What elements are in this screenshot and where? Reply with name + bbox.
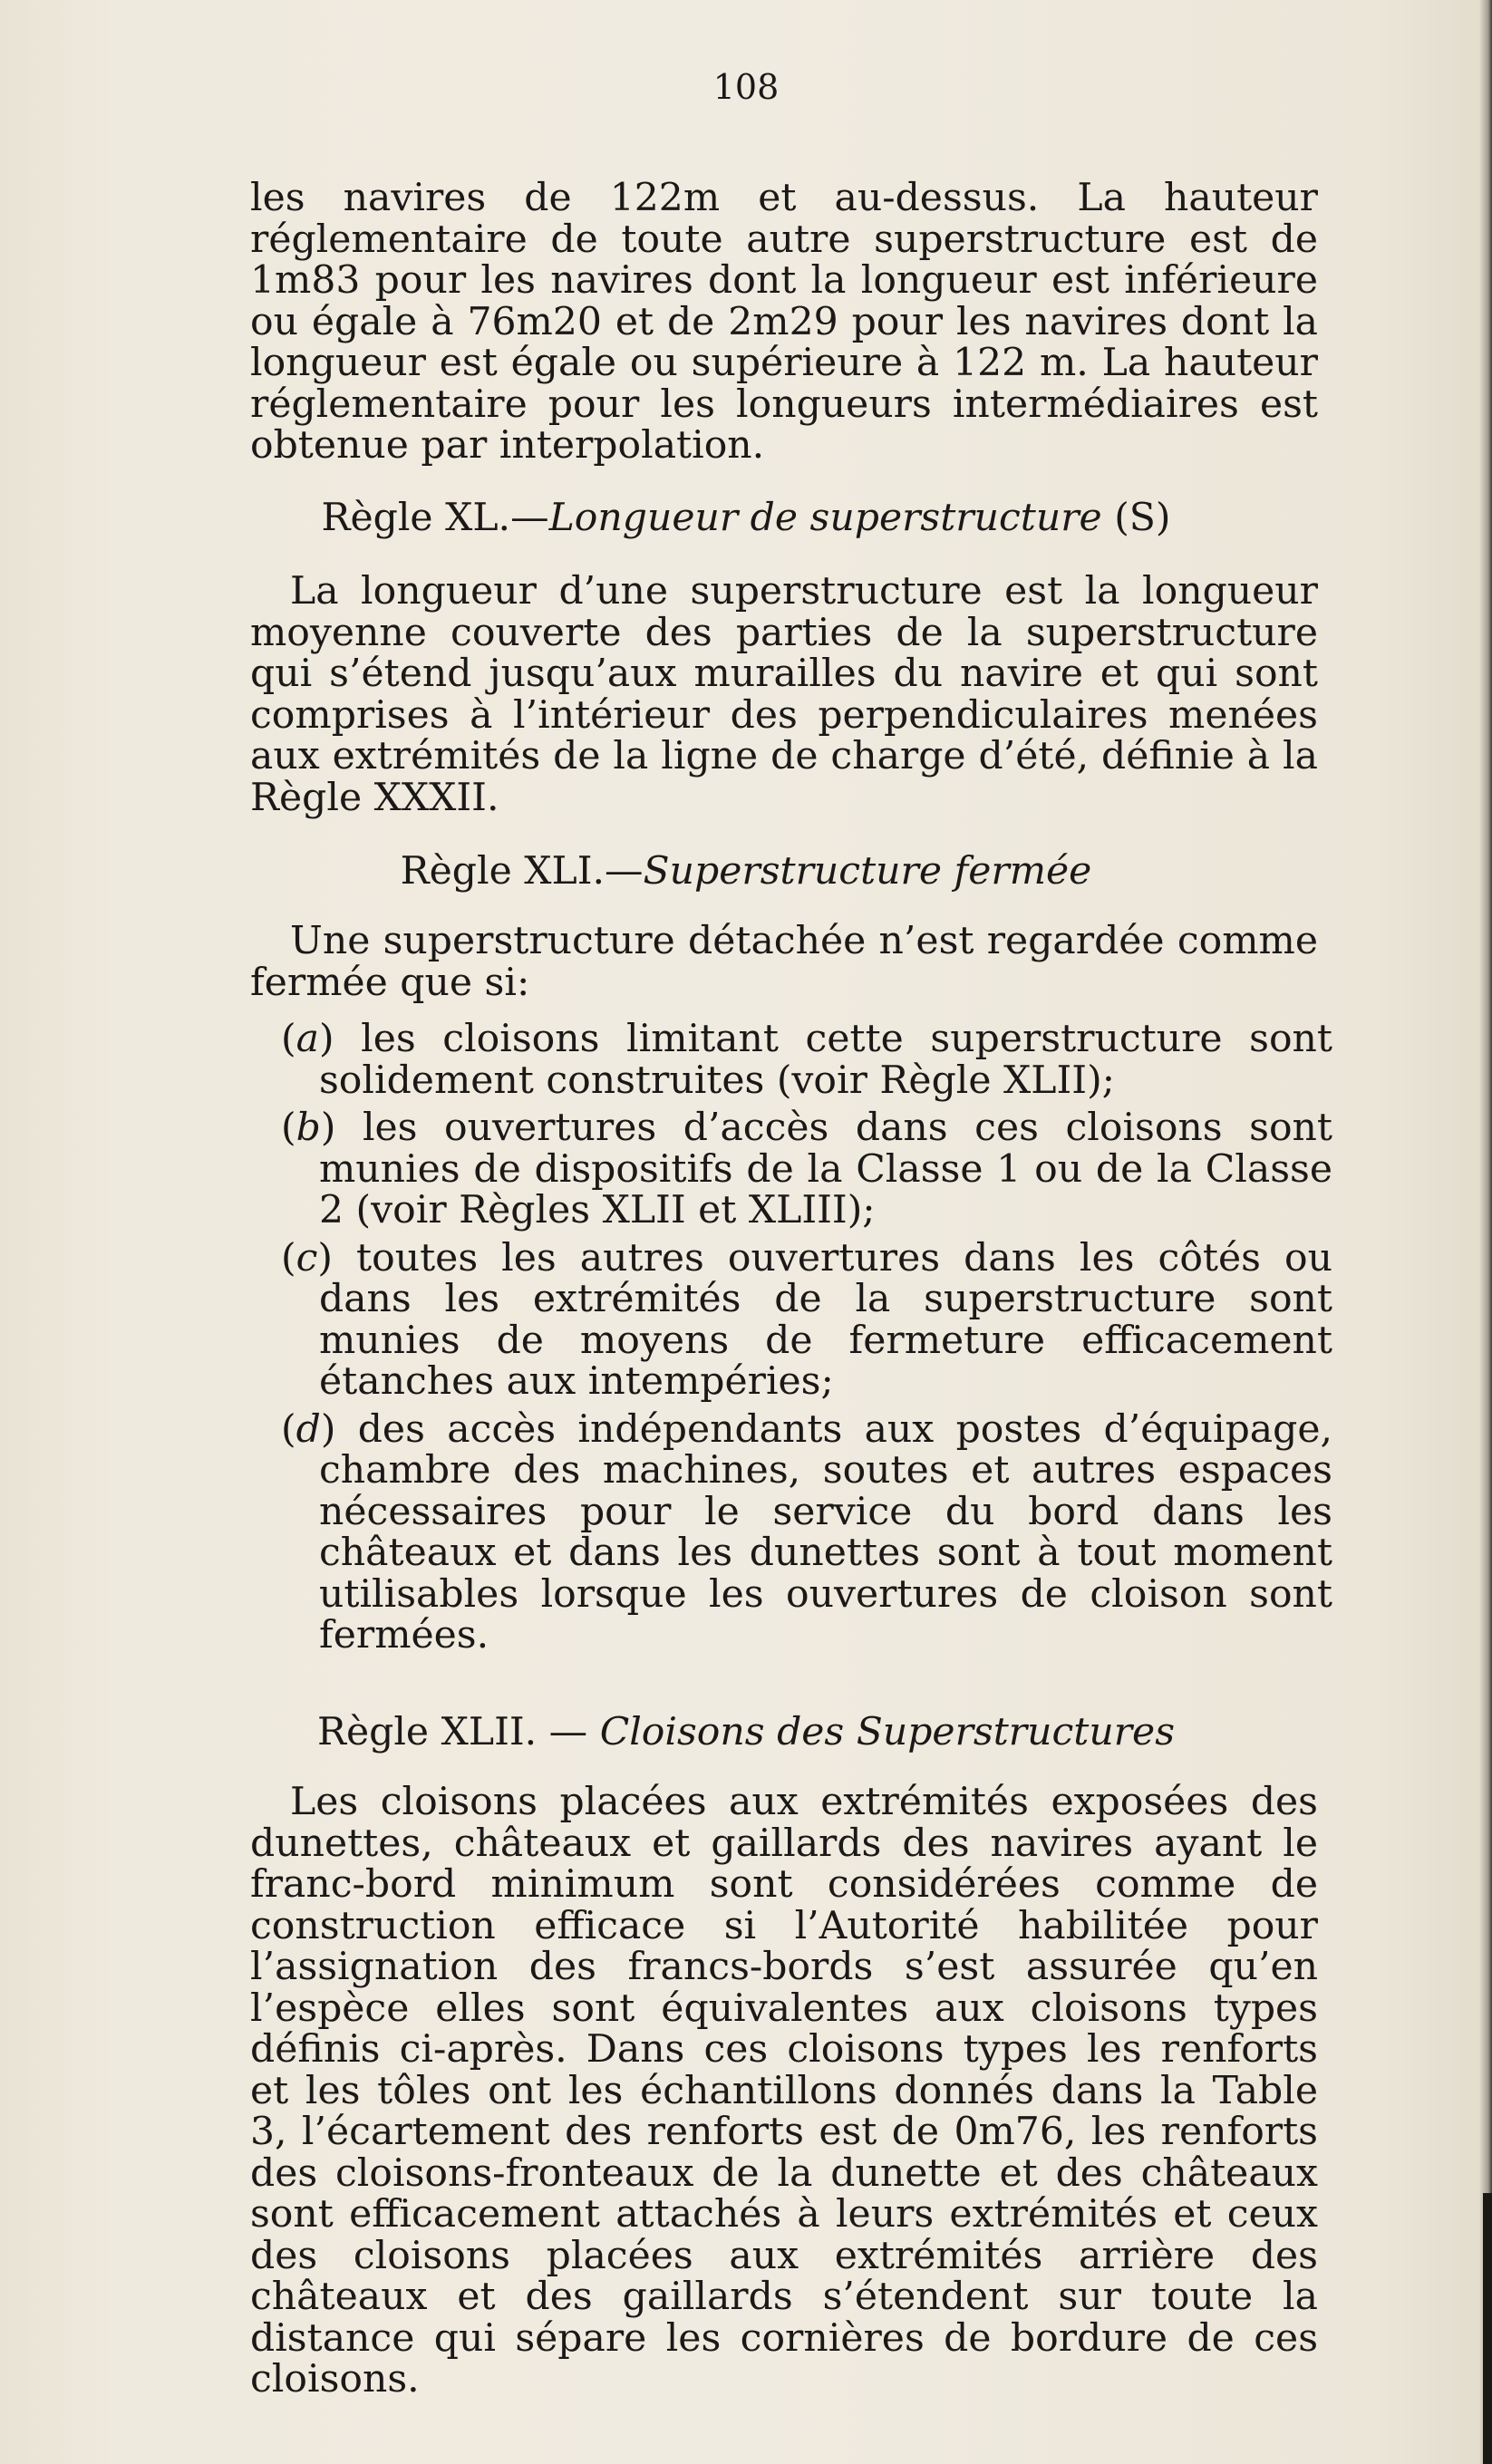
rule-xlii-paragraph: Les cloisons placées aux extrémités exposées des dunettes, châteaux et gaillards des navires ayant le franc-bord minimum sont considérées comme de construction efficace si l’Autorité habilitée pour l’assignation des francs-bords s’est assurée qu’en l’espèce elles sont équivalentes aux cloisons types définis ci-après. Dans ces cloisons types les renforts et les tôles ont les échantillons donnés dans la Table 3, l’écartement des renforts est de 0m76, les renforts des cloisons-fronteaux de la dunette et des châteaux sont efficacement attachés à leurs extrémités et ceux des cloisons placées aux extrémités arrière des châteaux et des gaillards s’étendent sur toute la distance qui sépare les cornières de bordure de ces cloisons. [250,1780,1318,2401]
rule-xlii-number: Règle XLII. — [316,1710,600,1754]
list-item [281,1406,1333,1657]
rule-xl-paragraph: La longueur d’une superstructure est la longueur moyenne couverte des parties de la superstructure qui s’étend jusqu’aux murailles du navire et qui sont comprises à l’intérieur des perpendiculaires menées aux extrémités de la ligne de charge d’été, définie à la Règle XXXII. [250,569,1318,820]
rule-xl-title: Longueur de superstructure [548,496,1102,540]
list-item [281,1235,1332,1404]
list-item-text: les cloisons limitant cette superstructure sont solidement construites (voir Règle XLII); [319,1017,1333,1103]
rule-xli-items [281,1019,1332,1663]
list-item-text: toutes les autres ouvertures dans les côtés ou dans les extrémités de la superstructure sont munies de moyens de fermeture efficacement étanches aux intempéries; [319,1235,1332,1404]
rule-xli-intro: Une superstructure détachée n’est regardée comme fermée que si: [250,919,1318,1005]
list-item-label: (a) [281,1017,362,1061]
rule-xl-heading [0,497,1492,540]
rule-xli-heading [0,850,1492,894]
list-item [281,1019,1332,1101]
list-item-text: les ouvertures d’accès dans ces cloisons sont munies de dispositifs de la Classe 1 ou de la Classe 2 (voir Règles XLII et XLIII); [319,1106,1333,1232]
list-item [281,1107,1332,1232]
rule-xli-intro-block [250,921,1318,1003]
rule-xl-body [250,571,1318,818]
rule-xli-number: Règle XLI.— [400,849,644,894]
intro-paragraph: les navires de 122m et au-dessus. La hauteur réglementaire de toute autre superstructure est de 1m83 pour les navires dont la longueur est inférieure ou égale à 76m20 et de 2m29 pour les navires dont la longueur est égale ou supérieure à 122 m. La hauteur réglementaire pour les longueurs intermédiaires est obtenue par interpolation. [250,176,1318,468]
rule-xlii-heading [0,1711,1492,1754]
rule-xl-suffix: (S) [1101,496,1171,540]
list-item-label: (c) [281,1235,357,1280]
rule-xlii-title: Cloisons des Superstructures [599,1710,1176,1754]
list-item-text: des accès indépendants aux postes d’équipage, chambre des machines, soutes et autres espaces nécessaires pour le service du bord dans les châteaux et dans les dunettes sont à tout moment utilisables lorsque les ouvertures de cloison sont fermées. [319,1406,1333,1657]
binding-edge [1483,2193,1492,2464]
rule-xl-number: Règle XL.— [321,496,549,540]
page-edge-shadow [1479,0,1492,2464]
list-item-label: (d) [281,1406,358,1452]
page-number: 108 [712,67,780,107]
rule-xlii-body [250,1782,1318,2401]
rule-xli-title: Superstructure fermée [643,849,1092,894]
list-item-label: (b) [281,1106,363,1150]
intro-paragraph-block [250,178,1318,467]
